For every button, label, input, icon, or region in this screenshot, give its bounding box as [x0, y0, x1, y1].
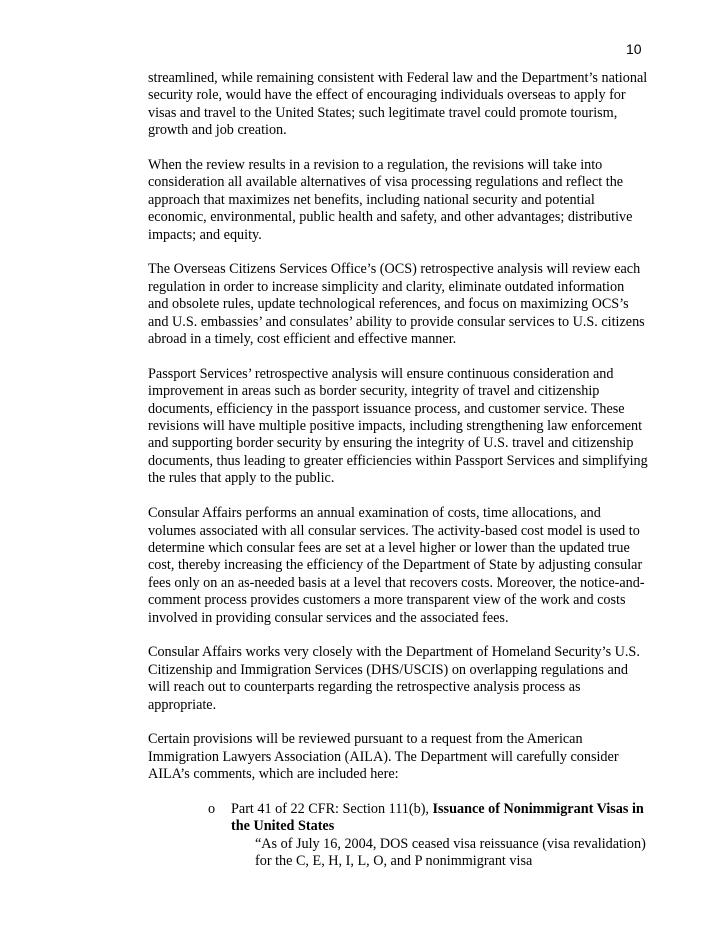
page-number: 10 — [626, 41, 642, 57]
paragraph-consular-fees: Consular Affairs performs an annual examination of costs, time allocations, and volumes associated with all consular services. The activity-based cost model is used to determine which consular fees are set at a level higher or lower than the updated true cost, thereby increasing the efficiency of the Department of State by adjusting consular fees only on an as-needed basis at a level that recovers costs. Moreover, the notice-and-comment process provides customers a more transparent view of the work and costs involved in providing consular services and the associated fees. — [148, 505, 645, 626]
list-item-heading — [231, 801, 648, 836]
paragraph-ocs-analysis: The Overseas Citizens Services Office’s (OCS) retrospective analysis will review each regulation in order to increase simplicity and clarity, eliminate outdated information and obsolete rules, update technological references, and focus on maximizing OCS’s and U.S. embassies’ and consulates’ ability to provide consular services to U.S. citizens abroad in a timely, cost efficient and effective manner. — [148, 261, 645, 348]
list-item — [148, 801, 648, 871]
list-bullet: o — [208, 800, 216, 817]
paragraph-regulation-revision: When the review results in a revision to a regulation, the revisions will take into consideration all available alternatives of visa processing regulations and reflect the approach that maximizes net benefits, including national security and potential economic, environmental, public health and safety, and other advantages; distributive impacts; and equity. — [148, 157, 633, 243]
paragraph-visa-streamlining: streamlined, while remaining consistent with Federal law and the Department’s national security role, would have the effect of encouraging individuals overseas to apply for visas and travel to the United States; such legitimate travel could promote tourism, growth and job creation. — [148, 70, 648, 139]
document-body — [148, 70, 648, 871]
list-item-bold-title: Issuance of Nonimmigrant Visas in the United States — [231, 800, 644, 835]
paragraph-passport-services: Passport Services’ retrospective analysis will ensure continuous consideration and improvement in areas such as border security, integrity of travel and citizenship documents, efficiency in the passport issuance process, and customer service. These revisions will have multiple positive impacts, including strengthening law enforcement and supporting border security by ensuring the integrity of U.S. travel and citizenship documents, thus leading to greater efficiencies within Passport Services and simplifying the rules that apply to the public. — [148, 365, 648, 487]
list-item-prefix: Part 41 of 22 CFR: Section 111(b), — [231, 800, 433, 817]
list-item-quote: “As of July 16, 2004, DOS ceased visa reissuance (visa revalidation) for the C, E, H, I, L, O, and P nonimmigrant visa — [255, 835, 646, 870]
paragraph-dhs-uscis: Consular Affairs works very closely with the Department of Homeland Security’s U.S. Citizenship and Immigration Services (DHS/USCIS) on overlapping regulations and will reach out to counterparts regarding the retrospective analysis process as appropriate. — [148, 644, 640, 713]
paragraph-aila-request: Certain provisions will be reviewed pursuant to a request from the American Immigration Lawyers Association (AILA). The Department will carefully consider AILA’s comments, which are included here: — [148, 731, 619, 783]
